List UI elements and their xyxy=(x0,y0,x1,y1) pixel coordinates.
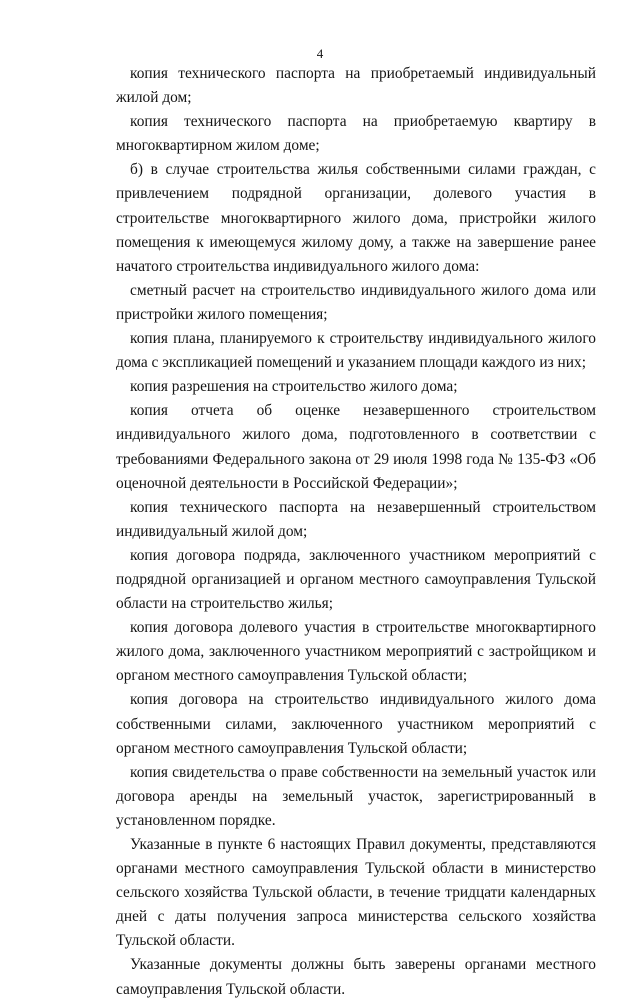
paragraph-13: Указанные в пункте 6 настоящих Правил документы, представляются органами местного самоуправления Тульской области в министерство сельского хозяйства Тульской области, в течение тридцати календарных дней с даты получения запроса министерства сельского хозяйства Тульской области. xyxy=(116,836,596,950)
paragraph-14: Указанные документы должны быть заверены органами местного самоуправления Тульской области. xyxy=(116,956,596,998)
paragraph-8: копия технического паспорта на незавершенный строительством индивидуальный жилой дом; xyxy=(116,498,596,540)
page-number: 4 xyxy=(316,46,324,61)
paragraph-4: сметный расчет на строительство индивидуального жилого дома или пристройки жилого помещения; xyxy=(116,281,596,323)
paragraph-3: б) в случае строительства жилья собственными силами граждан, с привлечением подрядной организации, долевого участия в строительстве многоквартирного жилого дома, пристройки жилого помещения к имеющемуся жилому дому, а также на завершение ранее начатого строительства индивидуального жилого дома: xyxy=(116,161,596,275)
paragraph-10: копия договора долевого участия в строительстве многоквартирного жилого дома, заключенного участником мероприятий с застройщиком и органом местного самоуправления Тульской области; xyxy=(116,619,596,685)
document-body xyxy=(116,62,596,1002)
paragraph-12: копия свидетельства о праве собственности на земельный участок или договора аренды на земельный участок, зарегистрированный в установленном порядке. xyxy=(116,763,596,829)
paragraph-11: копия договора на строительство индивидуального жилого дома собственными силами, заключенного участником мероприятий с органом местного самоуправления Тульской области; xyxy=(116,691,596,757)
paragraph-7: копия отчета об оценке незавершенного строительством индивидуального жилого дома, подготовленного в соответствии с требованиями Федерального закона от 29 июля 1998 года № 135-ФЗ «Об оценочной деятельности в Российской Федерации»; xyxy=(116,402,596,492)
paragraph-5: копия плана, планируемого к строительству индивидуального жилого дома с экспликацией помещений и указанием площади каждого из них; xyxy=(116,330,596,372)
paragraph-2: копия технического паспорта на приобретаемую квартиру в многоквартирном жилом доме; xyxy=(116,113,596,155)
paragraph-1: копия технического паспорта на приобретаемый индивидуальный жилой дом; xyxy=(116,65,596,107)
paragraph-9: копия договора подряда, заключенного участником мероприятий с подрядной организацией и органом местного самоуправления Тульской области на строительство жилья; xyxy=(116,546,596,613)
paragraph-6: копия разрешения на строительство жилого дома; xyxy=(130,378,458,396)
